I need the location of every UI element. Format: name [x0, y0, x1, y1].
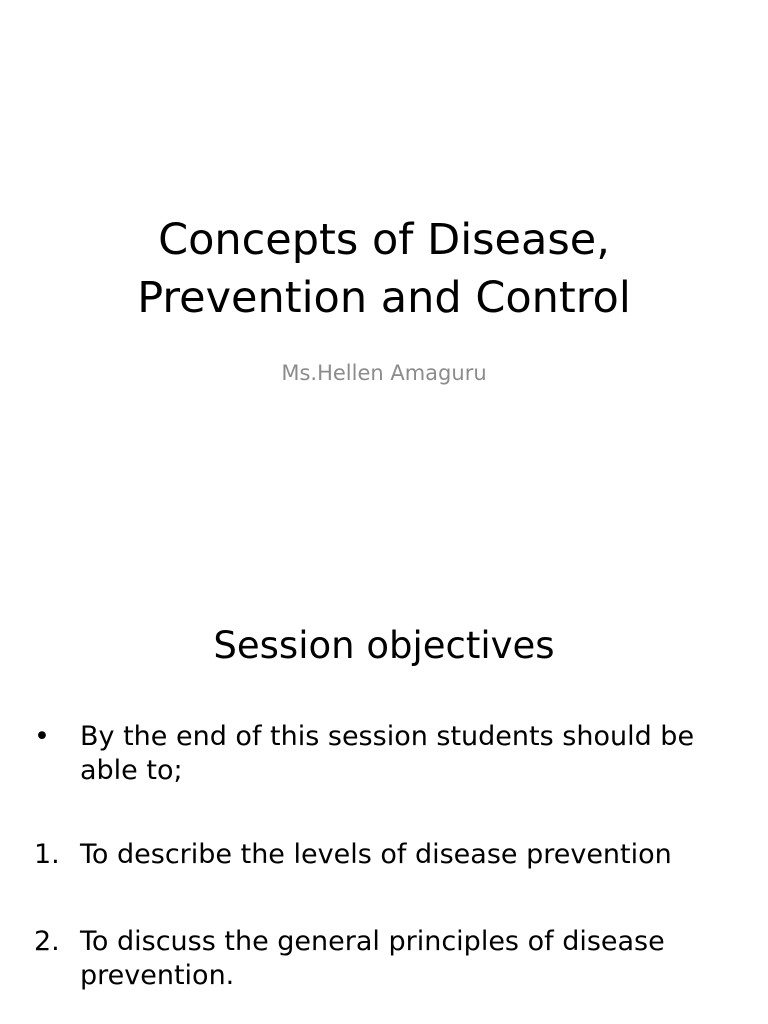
objectives-list — [0, 720, 768, 993]
slide-title-line-1: Concepts of Disease, — [158, 215, 610, 265]
list-item-text: To describe the levels of disease prevention — [80, 839, 672, 870]
number-marker: 1. — [34, 839, 60, 870]
objectives-title: Session objectives — [213, 624, 555, 667]
number-marker: 2. — [34, 926, 60, 957]
presenter-name: Ms.Hellen Amaguru — [281, 361, 487, 385]
objectives-slide — [0, 576, 768, 1024]
list-item — [0, 720, 768, 788]
list-item-text: By the end of this session students should be able to; — [80, 721, 695, 786]
bullet-marker: • — [34, 721, 50, 752]
list-item — [0, 925, 768, 993]
slide-title — [0, 211, 768, 327]
slide-title-line-2: Prevention and Control — [137, 273, 631, 323]
list-item — [0, 838, 768, 872]
list-item-text: To discuss the general principles of disease prevention. — [80, 926, 665, 991]
